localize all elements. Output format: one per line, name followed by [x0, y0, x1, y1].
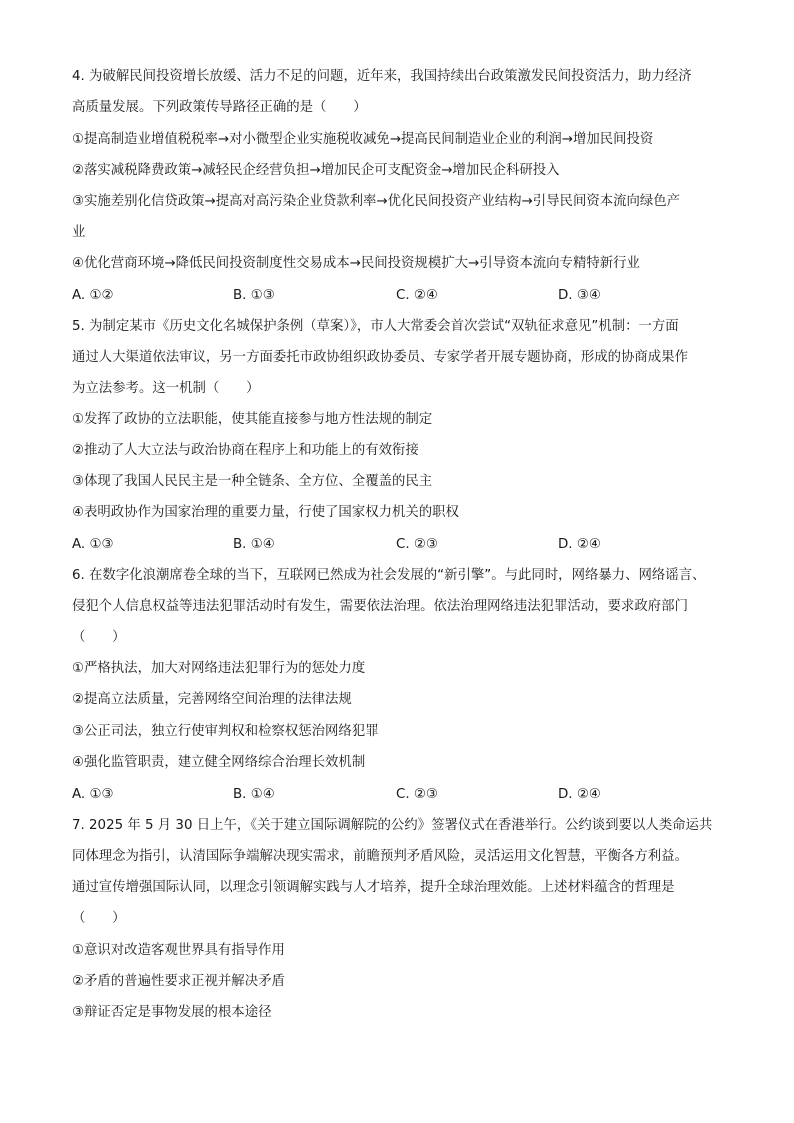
q4-option-b: B. ①③ — [233, 288, 275, 303]
q4-option-a: A. ①② — [72, 288, 114, 303]
q4-stem-line1: 4. 为破解民间投资增长放缓、活力不足的问题，近年来，我国持续出台政策激发民间投资活力，助力经济 — [72, 69, 692, 84]
q6-stem-line2: 侵犯个人信息权益等违法犯罪活动时有发生，需要依法治理。依法治理网络违法犯罪活动，要求政府部门 — [72, 599, 688, 614]
q4-item-3: ③实施差别化信贷政策→提高对高污染企业贷款利率→优化民间投资产业结构→引导民间资本流向绿色产 — [72, 194, 681, 209]
q5-item-3: ③体现了我国人民民主是一种全链条、全方位、全覆盖的民主 — [72, 474, 433, 489]
q5-option-b: B. ①④ — [233, 537, 275, 552]
q6-option-d: D. ②④ — [558, 787, 601, 802]
q5-stem-line3: 为立法参考。这一机制（ ） — [72, 381, 260, 396]
q5-stem-line1: 5. 为制定某市《历史文化名城保护条例（草案）》，市人大常委会首次尝试“双轨征求意见”机制：一方面 — [72, 319, 679, 334]
q6-option-a: A. ①③ — [72, 787, 114, 802]
q5-item-4: ④表明政协作为国家治理的重要力量，行使了国家权力机关的职权 — [72, 505, 459, 520]
q7-stem-line4: （ ） — [72, 911, 126, 926]
q5-option-a: A. ①③ — [72, 537, 114, 552]
q7-item-2: ②矛盾的普遍性要求正视并解决矛盾 — [72, 974, 285, 989]
q5-option-c: C. ②③ — [396, 537, 438, 552]
q7-item-1: ①意识对改造客观世界具有指导作用 — [72, 943, 285, 958]
q6-stem-line3: （ ） — [72, 630, 126, 645]
q5-item-2: ②推动了人大立法与政治协商在程序上和功能上的有效衔接 — [72, 443, 419, 458]
q6-item-2: ②提高立法质量，完善网络空间治理的法律法规 — [72, 692, 352, 707]
q7-item-3: ③辩证否定是事物发展的根本途径 — [72, 1005, 272, 1020]
q4-item-2: ②落实减税降费政策→减轻民企经营负担→增加民企可支配资金→增加民企科研投入 — [72, 163, 560, 178]
q4-option-c: C. ②④ — [396, 288, 438, 303]
q7-stem-line3: 通过宣传增强国际认同，以理念引领调解实践与人才培养，提升全球治理效能。上述材料蕴含的哲理是 — [72, 880, 675, 895]
q6-item-4: ④强化监管职责，建立健全网络综合治理长效机制 — [72, 755, 366, 770]
q4-stem-line2: 高质量发展。下列政策传导路径正确的是（ ） — [72, 100, 367, 115]
q5-stem-line2: 通过人大渠道依法审议，另一方面委托市政协组织政协委员、专家学者开展专题协商，形成的协商成果作 — [72, 350, 688, 365]
q7-stem-line1: 7. 2025 年 5 月 30 日上午，《关于建立国际调解院的公约》签署仪式在香港举行。公约谈到要以人类命运共 — [72, 818, 713, 833]
q6-option-b: B. ①④ — [233, 787, 275, 802]
q6-option-c: C. ②③ — [396, 787, 438, 802]
q7-stem-line2: 同体理念为指引，认清国际争端解决现实需求，前瞻预判矛盾风险，灵活运用文化智慧，平衡各方利益。 — [72, 849, 688, 864]
q4-item-4: ④优化营商环境→降低民间投资制度性交易成本→民间投资规模扩大→引导资本流向专精特新行业 — [72, 256, 640, 271]
q6-stem-line1: 6. 在数字化浪潮席卷全球的当下，互联网已然成为社会发展的“新引擎”。与此同时，网络暴力、网络谣言、 — [72, 568, 706, 583]
q4-item-1: ①提高制造业增值税税率→对小微型企业实施税收减免→提高民间制造业企业的利润→增加民间投资 — [72, 132, 654, 147]
q6-item-1: ①严格执法，加大对网络违法犯罪行为的惩处力度 — [72, 661, 366, 676]
q6-item-3: ③公正司法，独立行使审判权和检察权惩治网络犯罪 — [72, 724, 379, 739]
q4-option-d: D. ③④ — [558, 288, 601, 303]
q4-item-3-cont: 业 — [72, 225, 86, 240]
q5-option-d: D. ②④ — [558, 537, 601, 552]
q5-item-1: ①发挥了政协的立法职能，使其能直接参与地方性法规的制定 — [72, 412, 433, 427]
